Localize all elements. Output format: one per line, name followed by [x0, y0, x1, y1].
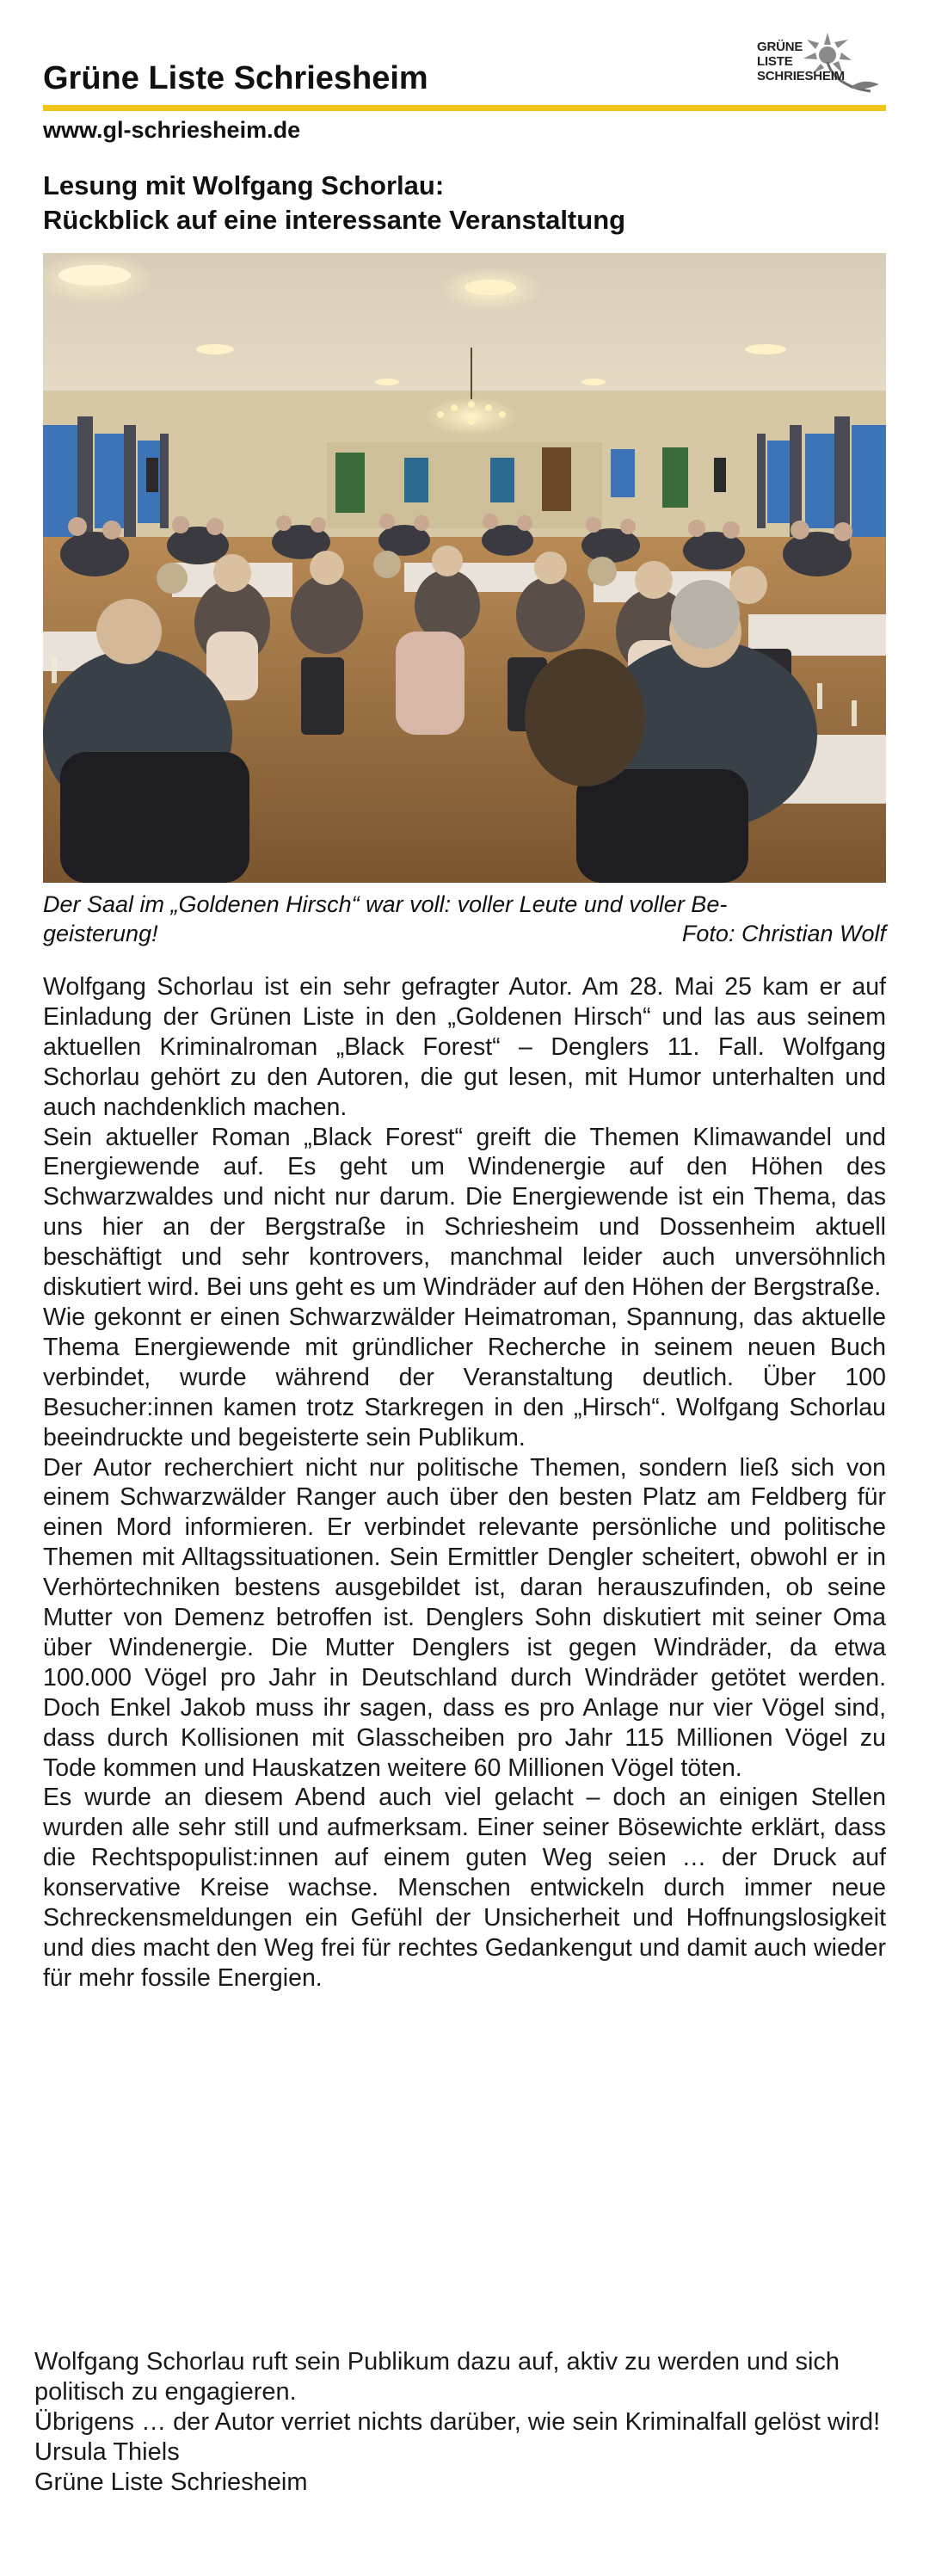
- article-paragraph-4: Der Autor recherchiert nicht nur politische Themen, sondern ließ sich von einem Schwarzwälder Ranger auch über den besten Platz am Feldberg für einen Mord informieren. Er verbindet relevante persönliche und politische Themen mit Alltagssituationen. Sein Ermittler Dengler scheitert, obwohl er in Verhörtechniken bestens ausgebildet ist, daran herauszufinden, ob seine Mutter von Demenz betroffen ist. Denglers Sohn diskutiert mit seiner Oma über Windenergie. Die Mutter Denglers ist gegen Windräder, da etwa 100.000 Vögel pro Jahr in Deutschland durch Windräder getötet werden. Doch Enkel Jakob muss ihr sagen, dass es pro Anlage nur vier Vögel sind, dass durch Kollisionen mit Glasscheiben pro Jahr 115 Millionen Vögel zu Tode kommen und Hauskatzen weitere 60 Millionen Vögel töten.: [43, 1453, 886, 1782]
- closing-paragraph-1: Wolfgang Schorlau ruft sein Publikum dazu auf, aktiv zu werden und sich politisch zu engagieren.: [34, 2348, 840, 2406]
- author-name: Ursula Thiels: [34, 2438, 180, 2466]
- organization-title: Grüne Liste Schriesheim: [43, 60, 428, 96]
- article-paragraph-2: Sein aktueller Roman „Black Forest“ greift die Themen Klimawandel und Energiewende auf. Es geht um Windenergie auf den Höhen des Schwarzwaldes und nicht nur darum. Die Energiewende ist ein Thema, das uns hier an der Bergstraße in Schriesheim und Dossenheim aktuell beschäftigt und sehr kontrovers, manchmal leider auch unversöhnlich diskutiert wird. Bei uns geht es um Windräder auf den Höhen der Bergstraße.: [43, 1123, 886, 1302]
- headline-line-2: Rückblick auf eine interessante Veranstaltung: [43, 205, 626, 235]
- logo-line-3: SCHRIESHEIM: [757, 69, 845, 83]
- article-closing: [34, 2347, 895, 2498]
- logo-wordmark: [757, 40, 845, 83]
- event-photo: [43, 253, 886, 883]
- article-body: [43, 972, 886, 1994]
- article-paragraph-5: Es wurde an diesem Abend auch viel gelacht – doch an einigen Stellen wurden alle sehr still und aufmerksam. Einer seiner Bösewichte erklärt, dass die Rechtspopulist:innen auf einem guten Weg seien … der Druck auf konservative Kreise wachse. Menschen entwickeln durch immer neue Schreckensmeldungen ein Gefühl der Unsicherheit und Hoffnungslosigkeit und dies macht den Weg frei für rechtes Gedankengut und damit auch wieder für mehr fossile Energien.: [43, 1784, 886, 1992]
- article-headline: [43, 169, 886, 237]
- headline-line-1: Lesung mit Wolfgang Schorlau:: [43, 170, 445, 200]
- page-header: [43, 31, 886, 110]
- photo-credit: Foto: Christian Wolf: [681, 921, 886, 946]
- logo-line-2: LISTE: [757, 54, 793, 69]
- photo-caption: [43, 890, 886, 948]
- logo-line-1: GRÜNE: [757, 40, 803, 54]
- closing-paragraph-2: Übrigens … der Autor verriet nichts darüber, wie sein Kriminalfall gelöst wird!: [34, 2408, 881, 2436]
- logo: [741, 31, 886, 110]
- author-organization: Grüne Liste Schriesheim: [34, 2468, 308, 2496]
- header-rule: [43, 105, 886, 111]
- website-url[interactable]: www.gl-schriesheim.de: [43, 117, 301, 143]
- caption-line-1: Der Saal im „Goldenen Hirsch“ war voll: voller Leute und voller Be-: [43, 891, 728, 917]
- article-paragraph-3: Wie gekonnt er einen Schwarzwälder Heimatroman, Spannung, das aktuelle Thema Energiewende mit gründlicher Recherche in seinem neuen Buch verbindet, wurde während der Veranstaltung deutlich. Über 100 Besucher:innen kamen trotz Starkregen in den „Hirsch“. Wolfgang Schorlau beeindruckte und begeisterte sein Publikum.: [43, 1303, 886, 1451]
- article-paragraph-1: Wolfgang Schorlau ist ein sehr gefragter Autor. Am 28. Mai 25 kam er auf Einladung der Grünen Liste in den „Goldenen Hirsch“ und las aus seinem aktuellen Kriminalroman „Black Forest“ – Denglers 11. Fall. Wolfgang Schorlau gehört zu den Autoren, die gut lesen, mit Humor unterhalten und auch nachdenklich machen.: [43, 973, 886, 1121]
- caption-line-2: geisterung!: [43, 921, 158, 946]
